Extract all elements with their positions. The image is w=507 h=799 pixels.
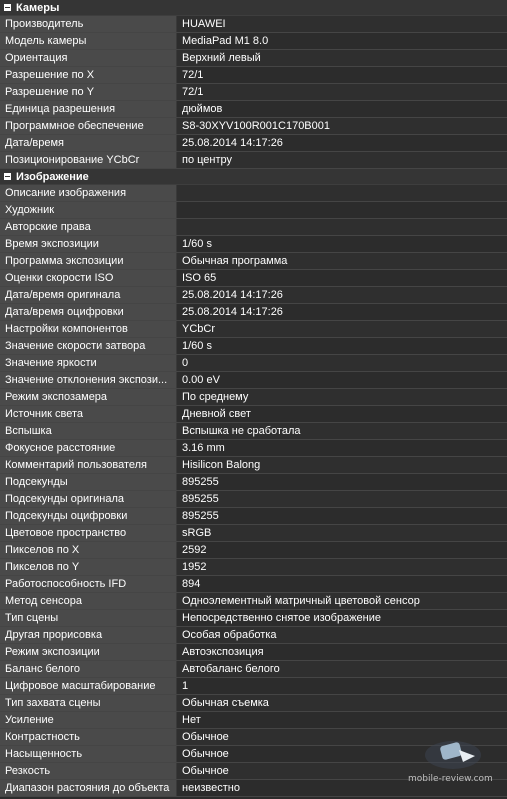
- property-name: Цифровое масштабирование: [0, 678, 177, 694]
- property-value: Вспышка не сработала: [177, 423, 507, 439]
- property-row[interactable]: [0, 644, 507, 661]
- property-row[interactable]: [0, 118, 507, 135]
- property-row[interactable]: [0, 542, 507, 559]
- watermark-text: mobile-review.com: [408, 774, 493, 784]
- property-row[interactable]: [0, 576, 507, 593]
- property-name: Дата/время: [0, 135, 177, 151]
- property-value: Обычное: [177, 763, 507, 779]
- property-value: Нет: [177, 712, 507, 728]
- property-value: Обычное: [177, 729, 507, 745]
- section-title: Камеры: [16, 1, 60, 14]
- property-value: ISO 65: [177, 270, 507, 286]
- property-row[interactable]: [0, 338, 507, 355]
- property-row[interactable]: [0, 525, 507, 542]
- property-name: Значение яркости: [0, 355, 177, 371]
- property-value: дюймов: [177, 101, 507, 117]
- property-value: Дневной свет: [177, 406, 507, 422]
- property-row[interactable]: [0, 474, 507, 491]
- property-name: Тип сцены: [0, 610, 177, 626]
- property-name: Контрастность: [0, 729, 177, 745]
- property-row[interactable]: [0, 202, 507, 219]
- property-row[interactable]: [0, 559, 507, 576]
- property-value: [177, 185, 507, 201]
- property-name: Оценки скорости ISO: [0, 270, 177, 286]
- property-name: Дата/время оцифровки: [0, 304, 177, 320]
- property-value: Верхний левый: [177, 50, 507, 66]
- property-value: 895255: [177, 491, 507, 507]
- property-value: [177, 219, 507, 235]
- property-row[interactable]: [0, 152, 507, 169]
- property-row[interactable]: [0, 593, 507, 610]
- property-value: 72/1: [177, 67, 507, 83]
- property-value: 894: [177, 576, 507, 592]
- property-value: [177, 202, 507, 218]
- property-name: Работоспособность IFD: [0, 576, 177, 592]
- property-row[interactable]: [0, 372, 507, 389]
- property-value: sRGB: [177, 525, 507, 541]
- property-row[interactable]: [0, 508, 507, 525]
- property-value: Обычная съемка: [177, 695, 507, 711]
- property-value: 25.08.2014 14:17:26: [177, 135, 507, 151]
- property-name: Пикселов по Y: [0, 559, 177, 575]
- property-value: 0: [177, 355, 507, 371]
- property-name: Дата/время оригинала: [0, 287, 177, 303]
- section-title: Изображение: [16, 170, 89, 183]
- property-name: Усиление: [0, 712, 177, 728]
- property-name: Художник: [0, 202, 177, 218]
- property-name: Разрешение по X: [0, 67, 177, 83]
- property-value: Особая обработка: [177, 627, 507, 643]
- property-value: 1: [177, 678, 507, 694]
- property-name: Программа экспозиции: [0, 253, 177, 269]
- property-name: Пикселов по X: [0, 542, 177, 558]
- property-row[interactable]: [0, 627, 507, 644]
- property-name: Описание изображения: [0, 185, 177, 201]
- watermark-logo-icon: [423, 738, 483, 772]
- property-value: По среднему: [177, 389, 507, 405]
- property-name: Тип захвата сцены: [0, 695, 177, 711]
- property-value: Автоэкспозиция: [177, 644, 507, 660]
- property-value: 1/60 s: [177, 338, 507, 354]
- property-value: MediaPad M1 8.0: [177, 33, 507, 49]
- property-name: Производитель: [0, 16, 177, 32]
- property-value: 25.08.2014 14:17:26: [177, 304, 507, 320]
- property-name: Источник света: [0, 406, 177, 422]
- property-row[interactable]: [0, 678, 507, 695]
- property-name: Позиционирование YCbCr: [0, 152, 177, 168]
- property-name: Насыщенность: [0, 746, 177, 762]
- property-name: Фокусное расстояние: [0, 440, 177, 456]
- property-value: 25.08.2014 14:17:26: [177, 287, 507, 303]
- property-value: Обычное: [177, 746, 507, 762]
- property-row[interactable]: [0, 236, 507, 253]
- property-name: Настройки компонентов: [0, 321, 177, 337]
- property-value: 72/1: [177, 84, 507, 100]
- property-row[interactable]: [0, 440, 507, 457]
- property-name: Диапазон растояния до объекта: [0, 780, 177, 796]
- property-row[interactable]: [0, 712, 507, 729]
- property-name: Режим экспозиции: [0, 644, 177, 660]
- property-value: неизвестно: [177, 780, 507, 796]
- property-name: Комментарий пользователя: [0, 457, 177, 473]
- property-value: Hisilicon Balong: [177, 457, 507, 473]
- property-row[interactable]: [0, 16, 507, 33]
- property-name: Другая прорисовка: [0, 627, 177, 643]
- property-name: Значение скорости затвора: [0, 338, 177, 354]
- property-row[interactable]: [0, 491, 507, 508]
- section-header[interactable]: [0, 0, 507, 16]
- property-value: Автобаланс белого: [177, 661, 507, 677]
- property-row[interactable]: [0, 135, 507, 152]
- property-row[interactable]: [0, 610, 507, 627]
- property-name: Модель камеры: [0, 33, 177, 49]
- property-value: S8-30XYV100R001C170B001: [177, 118, 507, 134]
- property-value: 2592: [177, 542, 507, 558]
- property-value: HUAWEI: [177, 16, 507, 32]
- property-name: Разрешение по Y: [0, 84, 177, 100]
- property-row[interactable]: [0, 253, 507, 270]
- property-name: Вспышка: [0, 423, 177, 439]
- property-value: 3.16 mm: [177, 440, 507, 456]
- property-value: 895255: [177, 474, 507, 490]
- property-name: Единица разрешения: [0, 101, 177, 117]
- property-row[interactable]: [0, 185, 507, 202]
- property-row[interactable]: [0, 304, 507, 321]
- property-name: Резкость: [0, 763, 177, 779]
- property-name: Цветовое пространство: [0, 525, 177, 541]
- property-name: Режим экспозамера: [0, 389, 177, 405]
- property-row[interactable]: [0, 84, 507, 101]
- property-name: Время экспозиции: [0, 236, 177, 252]
- property-value: по центру: [177, 152, 507, 168]
- property-row[interactable]: [0, 67, 507, 84]
- property-row[interactable]: [0, 423, 507, 440]
- section-rows: [0, 185, 507, 797]
- property-row[interactable]: [0, 101, 507, 118]
- collapse-icon[interactable]: [4, 173, 11, 180]
- property-row[interactable]: [0, 321, 507, 338]
- property-value: 1/60 s: [177, 236, 507, 252]
- collapse-icon[interactable]: [4, 4, 11, 11]
- property-row[interactable]: [0, 33, 507, 50]
- property-value: 895255: [177, 508, 507, 524]
- property-value: Одноэлементный матричный цветовой сенсор: [177, 593, 507, 609]
- property-name: Значение отклонения экспози...: [0, 372, 177, 388]
- property-row[interactable]: [0, 695, 507, 712]
- property-name: Ориентация: [0, 50, 177, 66]
- property-value: 1952: [177, 559, 507, 575]
- property-name: Авторские права: [0, 219, 177, 235]
- section-rows: [0, 16, 507, 169]
- property-name: Баланс белого: [0, 661, 177, 677]
- property-name: Подсекунды оцифровки: [0, 508, 177, 524]
- property-name: Программное обеспечение: [0, 118, 177, 134]
- property-value: YCbCr: [177, 321, 507, 337]
- watermark: [408, 738, 498, 788]
- property-value: Обычная программа: [177, 253, 507, 269]
- property-row[interactable]: [0, 287, 507, 304]
- property-row[interactable]: [0, 219, 507, 236]
- property-row[interactable]: [0, 406, 507, 423]
- section-header[interactable]: [0, 169, 507, 185]
- property-row[interactable]: [0, 50, 507, 67]
- property-row[interactable]: [0, 270, 507, 287]
- property-row[interactable]: [0, 457, 507, 474]
- property-name: Подсекунды оригинала: [0, 491, 177, 507]
- property-name: Подсекунды: [0, 474, 177, 490]
- property-row[interactable]: [0, 355, 507, 372]
- property-row[interactable]: [0, 661, 507, 678]
- property-value: Непосредственно снятое изображение: [177, 610, 507, 626]
- property-row[interactable]: [0, 389, 507, 406]
- property-value: 0.00 eV: [177, 372, 507, 388]
- property-name: Метод сенсора: [0, 593, 177, 609]
